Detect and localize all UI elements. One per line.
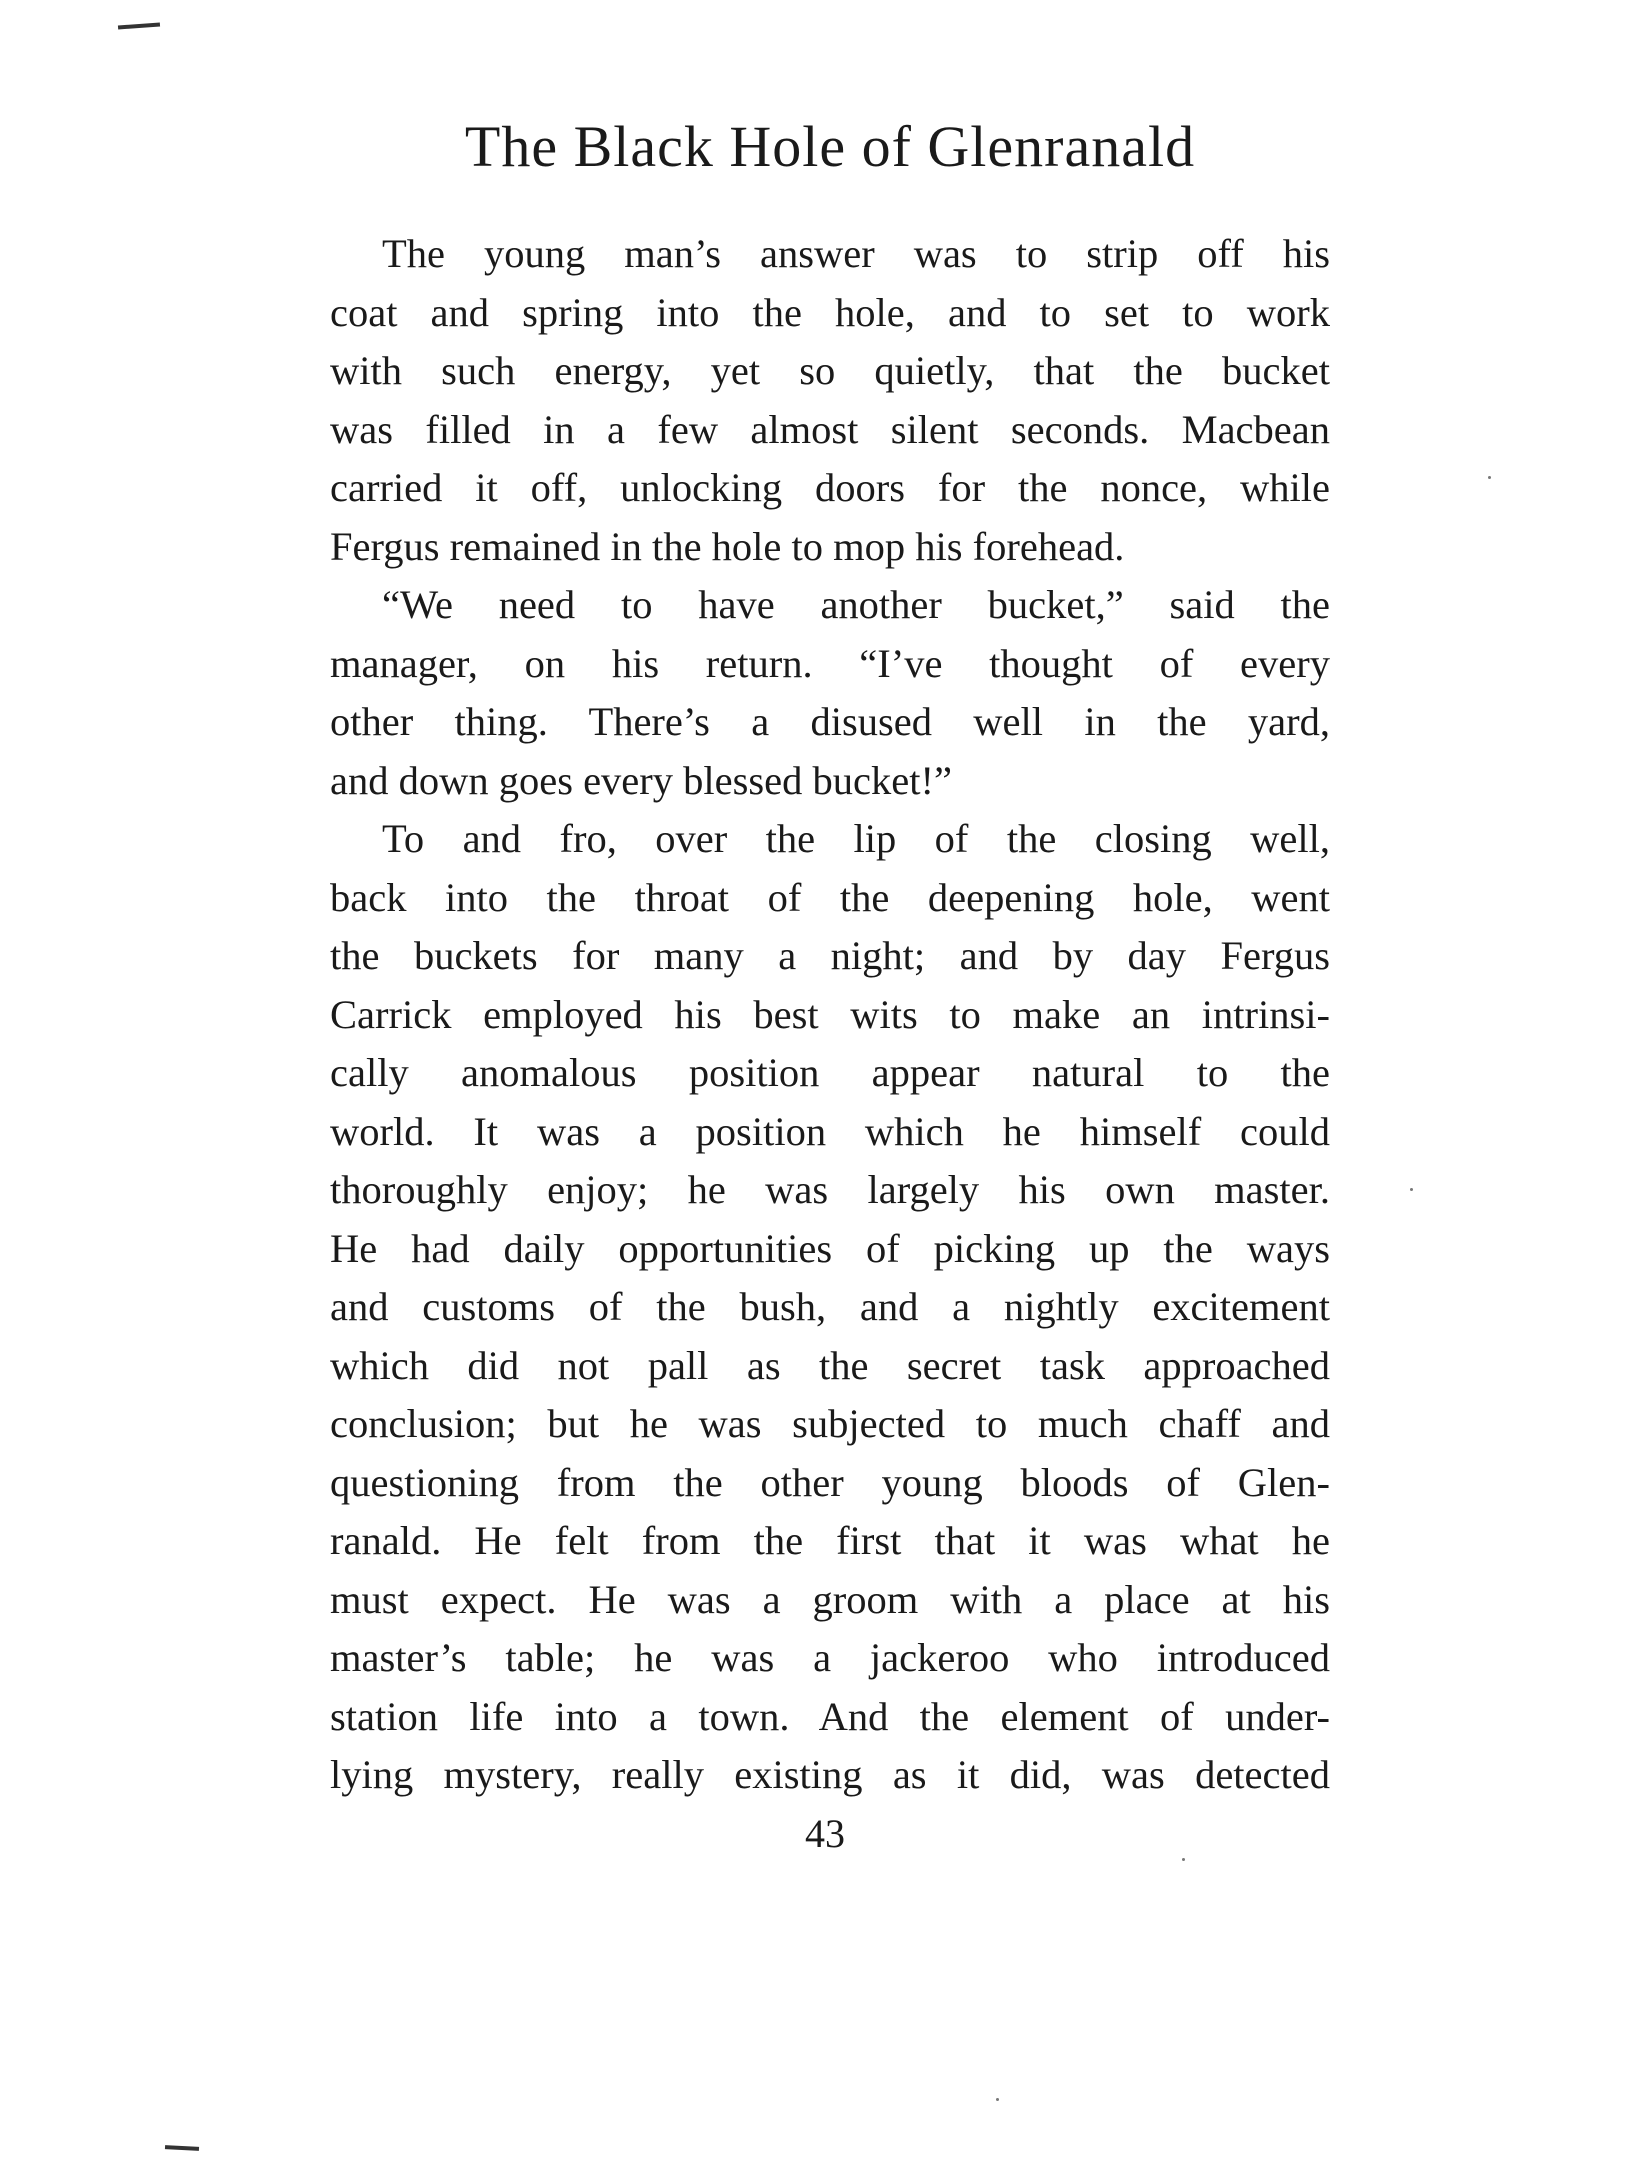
text-line: which did not pall as the secret task approached <box>330 1342 1330 1388</box>
text-line: conclusion; but he was subjected to much chaff and <box>330 1401 1330 1446</box>
page-number: 43 <box>805 1811 845 1856</box>
text-line: world. It was a position which he himself could <box>330 1108 1330 1154</box>
body-text <box>330 225 1330 1805</box>
text-line: questioning from the other young bloods of Glen- <box>330 1459 1330 1505</box>
text-line: master’s table; he was a jackeroo who introduced <box>330 1635 1330 1680</box>
scan-speck <box>1410 1188 1413 1191</box>
text-line: The young man’s answer was to strip off his <box>382 231 1330 276</box>
text-line: “We need to have another bucket,” said the <box>382 582 1330 627</box>
text-line: the buckets for many a night; and by day Fergus <box>330 933 1330 978</box>
text-line: other thing. There’s a disused well in the yard, <box>330 699 1330 744</box>
scan-speck <box>1182 1858 1185 1861</box>
text-line: cally anomalous position appear natural to the <box>330 1050 1330 1095</box>
text-line: coat and spring into the hole, and to set to work <box>330 289 1330 335</box>
text-line: with such energy, yet so quietly, that the bucket <box>330 348 1330 393</box>
text-line: and down goes every blessed bucket!” <box>330 757 952 803</box>
text-line: manager, on his return. “I’ve thought of every <box>330 640 1330 686</box>
text-line: ranald. He felt from the first that it was what he <box>330 1518 1330 1563</box>
text-line: back into the throat of the deepening hole, went <box>330 874 1330 920</box>
text-line: station life into a town. And the element of under- <box>330 1693 1330 1739</box>
text-line: carried it off, unlocking doors for the nonce, while <box>330 465 1330 510</box>
text-line: was filled in a few almost silent seconds. Macbean <box>330 406 1330 452</box>
text-line: thoroughly enjoy; he was largely his own master. <box>330 1167 1330 1212</box>
scan-speck <box>996 2098 999 2101</box>
scan-speck <box>1488 476 1491 479</box>
scan-mark-bottom <box>165 2145 199 2151</box>
text-line: lying mystery, really existing as it did, was detected <box>330 1752 1330 1797</box>
text-line: and customs of the bush, and a nightly excitement <box>330 1284 1330 1329</box>
text-line: Carrick employed his best wits to make an intrinsi- <box>330 991 1330 1037</box>
text-line: He had daily opportunities of picking up the ways <box>330 1225 1330 1271</box>
text-line: Fergus remained in the hole to mop his forehead. <box>330 523 1125 569</box>
running-head: The Black Hole of Glenranald <box>464 114 1196 179</box>
scan-mark-top <box>118 23 160 30</box>
text-line: must expect. He was a groom with a place at his <box>330 1576 1330 1622</box>
text-line: To and fro, over the lip of the closing well, <box>382 816 1330 861</box>
